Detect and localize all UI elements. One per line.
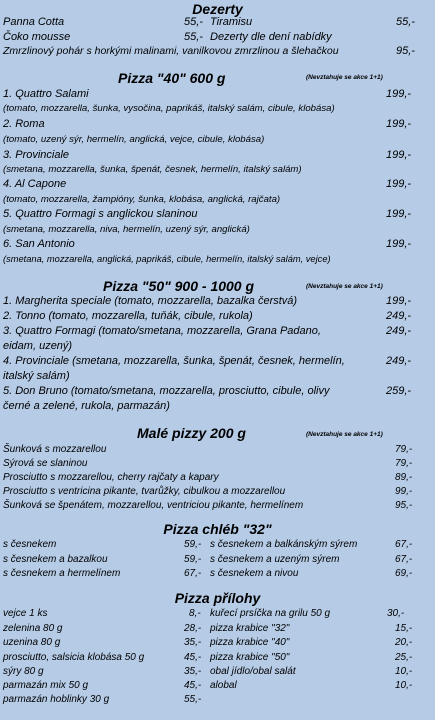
item-name: sýry 80 g (3, 666, 44, 677)
item-price: 79,- (395, 458, 413, 469)
item-name: Prosciutto s mozzarellou, cherry rajčaty a kapary (3, 472, 219, 483)
menu-row (0, 132, 435, 147)
item-name: 5. Don Bruno (tomato/smetana, mozzarella, prosciutto, cibule, olivy (3, 385, 330, 397)
item-name: Šunková s mozzarellou (3, 444, 107, 455)
item-name: 1. Quattro Salami (3, 88, 89, 100)
item-name: 3. Provinciale (3, 149, 70, 161)
item-price: 55,- (184, 16, 203, 28)
section-note: (Nevztahuje se akce 1+1) (306, 283, 383, 290)
menu-row (0, 650, 435, 665)
item-price: 199,- (386, 295, 412, 307)
item-price: 199,- (386, 208, 412, 220)
item-price: 10,- (395, 666, 413, 677)
menu-row (0, 207, 435, 222)
item-name: Zmrzlinový pohár s horkými malinami, vanilkovou zmrzlinou a šlehačkou (3, 45, 339, 57)
menu-row (0, 87, 435, 102)
item-price: 59,- (184, 554, 202, 565)
item-price: 99,- (395, 486, 413, 497)
item-price: 67,- (184, 568, 202, 579)
item-price: 259,- (386, 385, 412, 397)
item-name-cont: černé a zelené, rukola, parmazán) (3, 400, 170, 412)
item-price: 30,- (387, 608, 405, 619)
item-name: uzenina 80 g (3, 637, 61, 648)
item-price: 59,- (184, 539, 202, 550)
menu-row (0, 252, 435, 267)
menu-row (0, 384, 435, 399)
menu-row (0, 456, 435, 471)
item-desc: (smetana, mozzarella, anglická, paprikáš, cibule, hermelín, italský salám, vejce) (3, 254, 331, 264)
menu-row (0, 101, 435, 116)
item-name: Šunková se špenátem, mozzarellou, ventriciou pikante, hermelínem (3, 500, 304, 511)
item-desc: (tomato, uzený sýr, hermelín, anglická, vejce, cibule, klobása) (3, 134, 265, 145)
menu-row (0, 664, 435, 679)
item-name: Prosciutto s ventricina pikante, tvarůžky, cibulkou a mozzarellou (3, 486, 286, 497)
item-price: 55,- (184, 694, 202, 705)
item-price: 199,- (386, 178, 412, 190)
item-name: 2. Roma (3, 118, 45, 130)
item-name: s česnekem a uzeným sýrem (210, 554, 340, 565)
item-name: pizza krabice "50" (210, 652, 290, 663)
item-name: parmazán mix 50 g (3, 680, 89, 691)
item-name-cont: eidam, uzený) (3, 340, 73, 352)
item-name: 4. Provinciale (smetana, mozzarella, šunka, špenát, česnek, hermelín, (3, 355, 345, 367)
item-name: s česnekem a nivou (210, 568, 299, 579)
menu-row (0, 369, 435, 384)
menu-row (0, 498, 435, 513)
item-name: s česnekem (3, 539, 57, 550)
section-title-prilohy: Pizza přílohy (174, 590, 261, 606)
item-price: 55,- (184, 31, 203, 43)
menu-row (0, 15, 435, 30)
item-desc: (tomato, mozzarella, žampióny, šunka, klobása, anglická, rajčata) (3, 194, 281, 205)
item-name: s česnekem a balkánským sýrem (210, 539, 358, 550)
item-price: 8,- (189, 608, 201, 619)
section-note: (Nevztahuje se akce 1+1) (306, 74, 383, 81)
menu-row (0, 606, 435, 621)
menu-row (0, 294, 435, 309)
menu-row (0, 117, 435, 132)
item-price: 67,- (395, 539, 413, 550)
item-price: 95,- (396, 45, 415, 57)
menu-row (0, 339, 435, 354)
menu-row (0, 692, 435, 707)
menu-row (0, 442, 435, 457)
item-name: 6. San Antonio (3, 238, 75, 250)
item-price: 35,- (184, 637, 202, 648)
menu-row (0, 162, 435, 177)
section-title-pizza40: Pizza "40" 600 g (118, 70, 226, 86)
item-name: s česnekem a hermelínem (3, 568, 121, 579)
item-price: 199,- (386, 118, 412, 130)
item-price: 35,- (184, 666, 202, 677)
menu-row (0, 537, 435, 552)
item-name: Sýrová se slaninou (3, 458, 88, 469)
item-desc: (smetana, mozzarella, niva, hermelín, uzený sýr, anglická) (3, 224, 250, 235)
item-name: Dezerty dle dení nabídky (210, 31, 332, 43)
menu-row (0, 354, 435, 369)
section-title-male-pizzy: Malé pizzy 200 g (137, 425, 246, 441)
item-price: 199,- (386, 238, 412, 250)
item-price: 249,- (386, 325, 412, 337)
menu-row (0, 30, 435, 45)
section-title-dezerty: Dezerty (192, 1, 243, 17)
item-desc: (tomato, mozzarella, šunka, vysočina, paprikáš, italský salám, cibule, klobása) (3, 103, 335, 114)
menu-row (0, 177, 435, 192)
item-name: 3. Quattro Formagi (tomato/smetana, mozzarella, Grana Padano, (3, 325, 321, 337)
menu-row (0, 148, 435, 163)
item-name: pizza krabice "32" (210, 623, 290, 634)
item-price: 249,- (386, 310, 412, 322)
menu-row (0, 44, 435, 59)
item-price: 20,- (395, 637, 413, 648)
item-name: prosciutto, salsicia klobása 50 g (3, 652, 145, 663)
item-name: Panna Cotta (3, 16, 65, 28)
menu-row (0, 678, 435, 693)
menu-row (0, 309, 435, 324)
item-name: alobal (210, 680, 237, 691)
menu-row (0, 566, 435, 581)
menu-row (0, 552, 435, 567)
menu-row (0, 470, 435, 485)
item-name: Čoko mousse (3, 31, 71, 43)
section-title-pizza50: Pizza "50" 900 - 1000 g (103, 278, 255, 294)
menu-row (0, 222, 435, 237)
item-price: 89,- (395, 472, 413, 483)
item-desc: (smetana, mozzarella, šunka, špenát, česnek, hermelín, italský salám) (3, 164, 302, 175)
item-price: 15,- (395, 623, 413, 634)
item-price: 28,- (184, 623, 202, 634)
item-price: 10,- (395, 680, 413, 691)
menu-row (0, 237, 435, 252)
item-name: obal jídlo/obal salát (210, 666, 296, 677)
item-name: kuřecí prsíčka na grilu 50 g (210, 608, 331, 619)
item-price: 95,- (395, 500, 413, 511)
menu-row (0, 621, 435, 636)
menu-row (0, 399, 435, 414)
item-price: 45,- (184, 680, 202, 691)
item-name: zelenina 80 g (3, 623, 63, 634)
item-name-cont: italský salám) (3, 370, 70, 382)
item-name: 5. Quattro Formagi s anglickou slaninou (3, 208, 198, 220)
item-name: vejce 1 ks (3, 608, 48, 619)
item-price: 199,- (386, 149, 412, 161)
item-name: s česnekem a bazalkou (3, 554, 108, 565)
item-price: 249,- (386, 355, 412, 367)
item-name: parmazán hoblinky 30 g (3, 694, 110, 705)
item-name: 2. Tonno (tomato, mozzarella, tuňák, cibule, rukola) (3, 310, 253, 322)
item-price: 55,- (396, 16, 415, 28)
item-price: 69,- (395, 568, 413, 579)
item-price: 79,- (395, 444, 413, 455)
section-note: (Nevztahuje se akce 1+1) (306, 431, 383, 438)
item-price: 67,- (395, 554, 413, 565)
menu-row (0, 192, 435, 207)
item-price: 25,- (395, 652, 413, 663)
item-name: pizza krabice "40" (210, 637, 290, 648)
item-name: 4. Al Capone (3, 178, 67, 190)
item-price: 199,- (386, 88, 412, 100)
section-title-chleb: Pizza chléb "32" (163, 521, 272, 537)
item-name: Tiramisu (210, 16, 253, 28)
menu-row (0, 484, 435, 499)
item-name: 1. Margherita speciale (tomato, mozzarella, bazalka čerstvá) (3, 295, 298, 307)
item-price: 45,- (184, 652, 202, 663)
menu-row (0, 635, 435, 650)
menu-row (0, 324, 435, 339)
